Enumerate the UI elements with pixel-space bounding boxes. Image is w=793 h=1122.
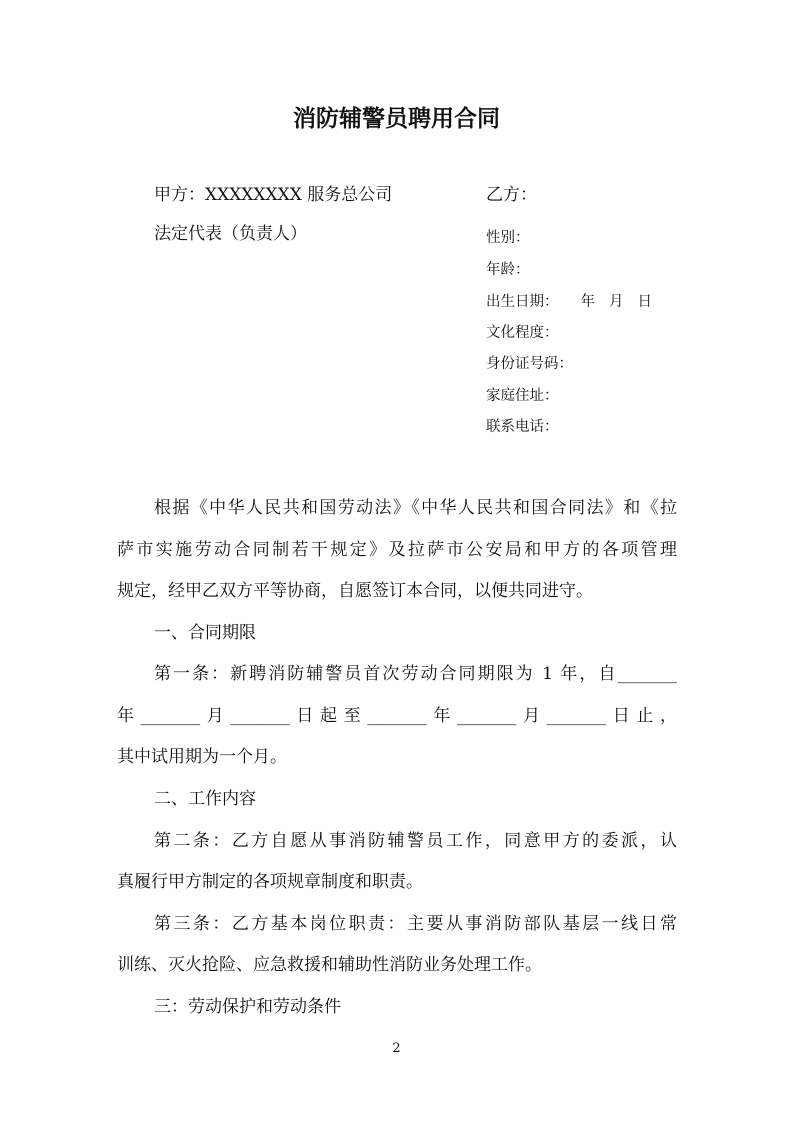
- document-title: 消防辅警员聘用合同: [293, 106, 500, 132]
- intro-line-3: 规定，经甲乙双方平等协商，自愿签订本合同，以便共同进守。: [117, 581, 593, 601]
- party-b-education: 文化程度：: [486, 325, 559, 341]
- section-2-heading: 二、工作内容: [154, 789, 256, 809]
- article-3-line-1: 第三条：乙方基本岗位职责：主要从事消防部队基层一线日常: [154, 914, 677, 934]
- party-b-heading: 乙方：: [486, 185, 537, 205]
- birth-year-label: 年: [580, 294, 595, 310]
- section-3-heading: 三：劳动保护和劳动条件: [154, 997, 341, 1017]
- intro-line-2: 萨市实施劳动合同制若干规定》及拉萨市公安局和甲方的各项管理: [117, 540, 677, 560]
- birth-month-label: 月: [609, 294, 624, 310]
- party-b-address: 家庭住址：: [486, 388, 559, 404]
- page-number: 2: [392, 1041, 401, 1056]
- party-a-name: 甲方：XXXXXXXX 服务总公司: [154, 185, 393, 205]
- birth-day-label: 日: [637, 294, 652, 310]
- party-b-birth-date: [486, 290, 652, 311]
- intro-line-1: 根据《中华人民共和国劳动法》《中华人民共和国合同法》和《拉: [154, 498, 677, 518]
- article-1-line-1: 第一条：新聘消防辅警员首次劳动合同期限为 1 年，自_______: [154, 664, 677, 684]
- party-b-id-number: 身份证号码：: [486, 356, 573, 372]
- article-1-line-3: 其中试用期为一个月。: [117, 747, 287, 767]
- article-2-line-1: 第二条：乙方自愿从事消防辅警员工作，同意甲方的委派，认: [154, 831, 677, 851]
- party-b-age: 年龄：: [486, 262, 530, 278]
- party-b-phone: 联系电话：: [486, 419, 559, 435]
- article-2-line-2: 真履行甲方制定的各项规章制度和职责。: [117, 872, 423, 892]
- party-b-gender: 性别：: [486, 230, 530, 246]
- party-a-representative: 法定代表（负责人）: [154, 224, 307, 244]
- article-1-line-2: 年_______月_______日起至_______年_______月_______日止，: [117, 706, 677, 726]
- article-3-line-2: 训练、灭火抢险、应急救援和辅助性消防业务处理工作。: [117, 955, 542, 975]
- section-1-heading: 一、合同期限: [154, 623, 256, 643]
- birth-date-label: 出生日期：: [486, 294, 559, 310]
